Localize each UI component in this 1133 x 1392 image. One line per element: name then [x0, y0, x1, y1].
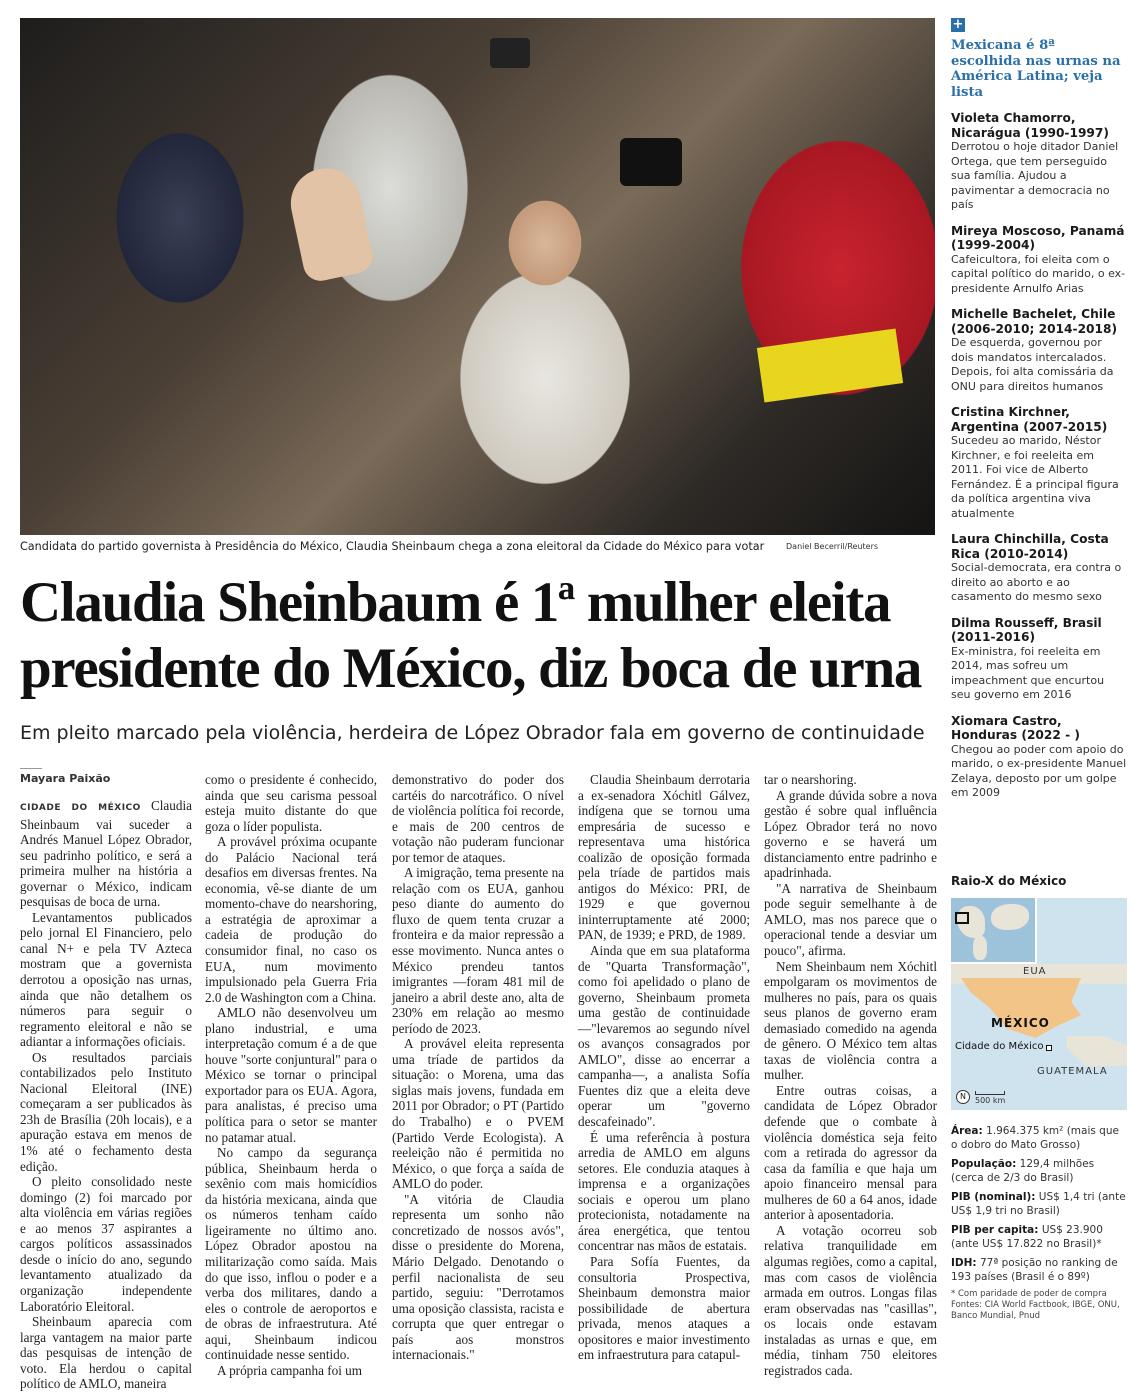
paragraph: Claudia Sheinbaum derrotaria a ex-senadora Xóchitl Gálvez, indígena que se tornou uma empresária de sucesso e representava uma histórica coalizão de oposição formada pela tríade de partidos mais antigos do México: PRI, de 1929 e que governou ininterruptamente até 2000; PAN, de 1939; e PRD, de 1989. [578, 772, 750, 943]
paragraph-text: Claudia Sheinbaum vai suceder a Andrés Manuel López Obrador, seu padrinho político, e será a primeira mulher na história a governar o México, indicam pesquisas de boca de urna. [20, 798, 192, 910]
scale-label: 500 km [975, 1096, 1006, 1105]
fact-area [951, 1124, 1127, 1152]
photo-credit: Daniel Becerril/Reuters [786, 542, 879, 551]
main-photo [20, 18, 935, 535]
paragraph: Sheinbaum aparecia com larga vantagem na maior parte das pesquisas de intenção de voto. Ela herdou o capital político de AMLO, maneira [20, 1314, 192, 1392]
paragraph: Nem Sheinbaum nem Xóchitl empolgaram os movimentos de mulheres no país, para os quais seus planos de governo eram demasiado comedido na agenda de gênero. O México tem altas taxas de violência contra a mulher. [764, 958, 937, 1083]
fact-label: População: [951, 1158, 1017, 1170]
footnote: * Com paridade de poder de compra [951, 1289, 1107, 1299]
fact-value: 1.964.375 km² (mais que o dobro do Mato Grosso) [951, 1125, 1119, 1151]
fact-label: Área: [951, 1125, 983, 1137]
entry-name: Mireya Moscoso, Panamá (1999-2004) [951, 223, 1125, 252]
entry-text: De esquerda, governou por dois mandatos intercalados. Depois, foi alta comissária da ONU para direitos humanos [951, 336, 1114, 393]
fact-gdp-per-capita [951, 1223, 1127, 1251]
compass-icon: N [956, 1090, 970, 1104]
entry-text: Ex-ministra, foi reeleita em 2014, mas sofreu um impeachment que encurtou seu governo em 2016 [951, 644, 1105, 701]
sidebar-entry [951, 405, 1127, 521]
paragraph: A provável eleita representa uma tríade de partidos da situação: o Morena, uma das siglas mais jovens, fundada em 2011 por Obrador; o PT (Partido do Trabalho) e o PVEM (Partido Verde Ecologista). A reeleição não é permitida no México, o que força a saída de AMLO do poder. [392, 1036, 564, 1192]
article-column-3 [392, 772, 564, 1363]
entry-text: Social-democrata, era contra o direito ao aborto e ao casamento do mesmo sexo [951, 561, 1122, 603]
locator-box [955, 912, 969, 924]
raio-x-title: Raio-X do México [951, 874, 1067, 888]
fact-value: US$ 23.900 (ante US$ 17.822 no Brasil)* [951, 1224, 1103, 1250]
sidebar-entry [951, 224, 1127, 297]
article-column-2 [205, 772, 377, 1378]
entry-name: Cristina Kirchner, Argentina (2007-2015) [951, 405, 1108, 434]
paragraph: A própria campanha foi um [217, 1362, 363, 1378]
paragraph: Os resultados parciais contabilizados pelo Instituto Nacional Eleitoral (INE) começaram a ser publicados às 23h de Brasília (20h locais), e a apuração estava em menos de 1% até o fechamento desta edição. [20, 1049, 192, 1174]
plus-icon: + [952, 17, 964, 32]
fact-value: 77ª posição no ranking de 193 países (Brasil é o 89º) [951, 1257, 1118, 1283]
scale-bar [975, 1091, 1005, 1095]
paragraph: A imigração, tema presente na relação com os EUA, ganhou peso diante do aumento do fluxo de quem tenta cruzar a fronteira e da maior repressão a esse movimento. Nunca antes o México prendeu tantos imigrantes —foram 481 mil de janeiro a abril deste ano, alta de 230% em relação ao mesmo período de 2023. [392, 865, 565, 1036]
fact-value: 129,4 milhões (cerca de 2/3 do Brasil) [951, 1158, 1095, 1184]
entry-text: Cafeicultora, foi eleita com o capital político do marido, o ex-presidente Arnulfo Arias [951, 252, 1126, 295]
fact-label: PIB (nominal): [951, 1191, 1036, 1203]
phone-in-crowd [490, 38, 530, 68]
paragraph: A votação ocorreu sob relativa tranquilidade em algumas regiões, como a capital, mas com casos de violência armada em outros. Longas filas eram observadas nas "casillas", os locais onde estavam instaladas as urnas e que, em média, tinham 750 eleitores registrados cada. [764, 1222, 937, 1378]
article-column-1 [20, 798, 192, 1392]
entry-name: Violeta Chamorro, Nicarágua (1990-1997) [951, 111, 1109, 140]
fact-value: US$ 1,4 tri (ante US$ 1,9 tri no Brasil) [951, 1191, 1126, 1217]
article-column-5 [764, 772, 937, 1378]
paragraph: A provável próxima ocupante do Palácio Nacional terá desafios em diversas frentes. Na economia, vê-se diante de um momento-chave do nearshoring, a estratégia de aproximar a cadeia de produção do consumidor final, no caso os EUA, num movimento impulsionado pela Guerra Fria 2.0 de Washington com a China. [205, 834, 377, 1005]
article-column-4 [578, 772, 750, 1363]
map-label-city: Cidade do México [955, 1041, 1044, 1052]
entry-text: Derrotou o hoje ditador Daniel Ortega, que tem perseguido sua família. Ajudou a pavimentar a democracia no país [951, 140, 1119, 211]
sidebar-title: Mexicana é 8ª escolhida nas urnas na América Latina; veja lista [951, 38, 1121, 100]
paragraph: AMLO não desenvolveu um plano industrial, e uma interpretação comum é a de que houve "sorte conjuntural" para o México se tornar o principal exportador para os EUA. Agora, para analistas, é preciso uma política para o setor se manter no patamar atual. [205, 1005, 377, 1145]
fact-label: PIB per capita: [951, 1224, 1039, 1236]
sidebar-entry [951, 616, 1127, 703]
paragraph: O pleito consolidado neste domingo (2) foi marcado por alta violência em várias regiões e ao menos 37 aspirantes a cargos políticos assassinados desde o início do ano, segundo levantamento atualizado da organização independente Laboratório Eleitoral. [20, 1174, 192, 1314]
map-label-eua: EUA [1023, 966, 1047, 977]
entry-text: Sucedeu ao marido, Néstor Kirchner, e foi reeleita em 2011. Foi vice de Alberto Fernández. É a principal figura da política argentina viva atualmente [951, 434, 1119, 520]
sources: Fontes: CIA World Factbook, IBGE, ONU, Banco Mundial, Pnud [951, 1300, 1120, 1321]
paragraph: como o presidente é conhecido, ainda que seu carisma pessoal esteja muito distante do que goza o líder populista. [205, 772, 377, 834]
globe-locator-icon [951, 898, 1037, 964]
fact-hdi [951, 1256, 1127, 1284]
paragraph: tar o nearshoring. [764, 772, 857, 787]
guatemala-region [1067, 1036, 1127, 1066]
sidebar-entry [951, 532, 1127, 605]
sidebar-entry [951, 111, 1127, 213]
paragraph [20, 798, 192, 910]
dateline: CIDADE DO MÉXICO [20, 803, 141, 813]
paragraph: É uma referência à postura arredia de AMLO em alguns setores. Ele conduzia ataques à imprensa e a organizações sociais e operou um plano protecionista, notadamente na área energética, que tentou concentrar nas mãos de estatais. [578, 1129, 750, 1254]
mexico-map [951, 898, 1127, 1110]
map-label-mexico: MÉXICO [991, 1016, 1050, 1030]
fact-label: IDH: [951, 1257, 977, 1269]
raio-x-facts [951, 1124, 1127, 1322]
sidebar-entry [951, 307, 1127, 394]
city-marker-icon [1046, 1045, 1052, 1051]
entry-text: Chegou ao poder com apoio do marido, o ex-presidente Manuel Zelaya, deposto por um golpe em 2009 [951, 742, 1127, 799]
paragraph: "A narrativa de Sheinbaum pode seguir semelhante à de AMLO, mas nos parece que o operacional tende a desviar um pouco", afirma. [764, 880, 937, 959]
byline: Mayara Paixão [20, 772, 111, 785]
entry-name: Michelle Bachelet, Chile (2006-2010; 2014-2018) [951, 307, 1118, 336]
fact-population [951, 1157, 1127, 1185]
paragraph: demonstrativo do poder dos cartéis do narcotráfico. O nível de violência política foi recorde, e mais de 200 centros de votação não puderam funcionar por temor de ataques. [392, 772, 564, 865]
waving-hand [284, 162, 375, 284]
paragraph: Entre outras coisas, a candidata de López Obrador defende que o combate à violência doméstica seja feito com a retirada do agressor da casa da família e que haja um apoio financeiro mensal para mulheres de 60 a 64 anos, idade anterior à aposentadoria. [764, 1082, 937, 1223]
headline: Claudia Sheinbaum é 1ª mulher eleita presidente do México, diz boca de urna [20, 571, 922, 700]
paragraph: Levantamentos publicados pelo jornal El Financiero, pelo canal N+ e pela TV Azteca mostram que a governista derrotou a oposição nas urnas, ainda que não detalhem os números para seguir o regramento eleitoral e não se adiantar a informações oficiais. [20, 909, 192, 1050]
phone-in-crowd [620, 138, 682, 186]
sidebar-entry [951, 714, 1127, 801]
paragraph: No campo da segurança pública, Sheinbaum herda o sexênio com mais homicídios da história mexicana, ainda que os números tenham caído ligeiramente no último ano. López Obrador apostou na militarização como saída. Mais do que isso, inflou o poder e a verba dos militares, dando a eles o controle de aeroportos e de obras de infraestrutura. Até aqui, Sheinbaum indicou continuidade nesse sentido. [205, 1145, 377, 1363]
sidebar-women-presidents [951, 18, 1127, 801]
entry-name: Laura Chinchilla, Costa Rica (2010-2014) [951, 532, 1109, 561]
paragraph: Ainda que em sua plataforma de "Quarta Transformação", como foi apelidado o plano de governo, Sheinbaum prometa uma gestão de continuidade —"levaremos ao segundo nível os avanços consagrados por AMLO", disse ao encerrar a campanha—, a analista Sofía Fuentes diz que a eleita deve operar um "governo descafeinado". [578, 943, 750, 1130]
subheadline: Em pleito marcado pela violência, herdeira de López Obrador fala em governo de continuidade [20, 722, 925, 744]
byline-rule [20, 768, 42, 769]
photo-caption: Candidata do partido governista à Presidência do México, Claudia Sheinbaum chega a zona eleitoral da Cidade do México para votar [20, 540, 765, 553]
fact-gdp [951, 1190, 1127, 1218]
entry-name: Dilma Rousseff, Brasil (2011-2016) [951, 615, 1102, 644]
paragraph: "A vitória de Claudia representa um sonho não concretizado de nossos avós", disse o presidente do Morena, Mário Delgado. Denotando o perfil nacionalista de seu partido, seguiu: "Derrotamos uma oposição classista, racista e corrupta que quer entregar o país aos monstros internacionais." [392, 1191, 564, 1363]
entry-name: Xiomara Castro, Honduras (2022 - ) [951, 713, 1080, 742]
paragraph: Para Sofía Fuentes, da consultoria Prospectiva, Sheinbaum demonstra maior possibilidade de abertura privada, menos ataques a opositores e maior investimento em infraestrutura para catapul- [578, 1253, 750, 1363]
paragraph: A grande dúvida sobre a nova gestão é sobre qual influência López Obrador terá no novo governo e se haverá um distanciamento entre padrinho e apadrinhada. [764, 787, 937, 881]
map-label-guatemala: GUATEMALA [1037, 1066, 1108, 1077]
yellow-banner [757, 329, 903, 403]
